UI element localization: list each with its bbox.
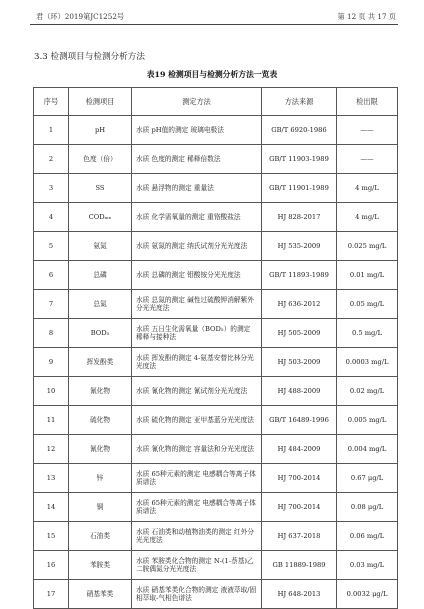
method-source: HJ 505-2009 [262,319,337,348]
method-source: HJ 503-2009 [262,348,337,377]
table-row [34,348,398,377]
table-row [34,551,398,580]
table-row [34,377,398,406]
detection-limit: 0.0032 μg/L [337,580,398,609]
method-source: HJ 488-2009 [262,377,337,406]
table-row [34,174,398,203]
detection-limit: —— [337,145,398,174]
test-method: 水质 化学需氧量的测定 重铬酸盐法 [132,203,262,232]
test-item: 硫化物 [69,406,132,435]
table-row [34,522,398,551]
methods-table [33,87,398,609]
table-row [34,493,398,522]
report-number: 君（环）2019第JC1252号 [36,12,125,21]
method-source: HJ 700-2014 [262,493,337,522]
table-header-row [34,88,398,116]
test-method: 水质 总磷的测定 钼酸铵分光光度法 [132,261,262,290]
method-source: GB/T 11903-1989 [262,145,337,174]
table-row [34,290,398,319]
test-method: 水质 氨氮的测定 纳氏试剂分光光度法 [132,232,262,261]
table-row [34,435,398,464]
column-header: 检测项目 [69,88,132,116]
column-header: 检出限 [337,88,398,116]
row-number: 3 [34,174,69,203]
method-source: HJ 828-2017 [262,203,337,232]
table-row [34,261,398,290]
test-method: 水质 硫化物的测定 亚甲基蓝分光光度法 [132,406,262,435]
test-method: 水质 石油类和动植物油类的测定 红外分光光度法 [132,522,262,551]
detection-limit: 0.025 mg/L [337,232,398,261]
row-number: 13 [34,464,69,493]
test-item: 氰化物 [69,435,132,464]
test-method: 水质 苯胺类化合物的测定 N-(1-萘基)乙二胺偶氮分光光度法 [132,551,262,580]
test-method: 水质 五日生化需氧量（BOD₅）的测定 稀释与接种法 [132,319,262,348]
column-header: 序号 [34,88,69,116]
detection-limit: 0.67 μg/L [337,464,398,493]
row-number: 2 [34,145,69,174]
test-item: 总磷 [69,261,132,290]
method-source: HJ 636-2012 [262,290,337,319]
row-number: 12 [34,435,69,464]
test-method: 水质 悬浮物的测定 重量法 [132,174,262,203]
detection-limit: 0.005 mg/L [337,406,398,435]
test-item: 硝基苯类 [69,580,132,609]
test-item: 氰化物 [69,377,132,406]
table-row [34,319,398,348]
test-item: BOD₅ [69,319,132,348]
row-number: 17 [34,580,69,609]
detection-limit: 4 mg/L [337,203,398,232]
method-source: HJ 700-2014 [262,464,337,493]
test-method: 水质 硝基苯类化合物的测定 液液萃取/固相萃取-气相色谱法 [132,580,262,609]
detection-limit: 0.01 mg/L [337,261,398,290]
row-number: 14 [34,493,69,522]
table-row [34,464,398,493]
table-row [34,145,398,174]
test-method: 水质 氰化物的测定 容量法和分光光度法 [132,435,262,464]
column-header: 测定方法 [132,88,262,116]
test-item: 石油类 [69,522,132,551]
method-source: HJ 648-2013 [262,580,337,609]
row-number: 7 [34,290,69,319]
test-method: 水质 挥发酚的测定 4-氨基安替比林分光光度法 [132,348,262,377]
test-item: 铜 [69,493,132,522]
detection-limit: 0.5 mg/L [337,319,398,348]
test-method: 水质 pH值的测定 玻璃电极法 [132,116,262,145]
table-row [34,203,398,232]
method-source: GB 11889-1989 [262,551,337,580]
test-method: 水质 氰化物的测定 氰试剂分光光度法 [132,377,262,406]
header-divider [30,24,398,25]
row-number: 8 [34,319,69,348]
page-header [36,8,396,22]
test-item: 总氮 [69,290,132,319]
detection-limit: 0.08 μg/L [337,493,398,522]
method-source: HJ 484-2009 [262,435,337,464]
method-source: GB/T 11893-1989 [262,261,337,290]
row-number: 1 [34,116,69,145]
test-item: 锌 [69,464,132,493]
row-number: 4 [34,203,69,232]
row-number: 6 [34,261,69,290]
method-source: HJ 535-2009 [262,232,337,261]
method-source: GB/T 16489-1996 [262,406,337,435]
test-item: pH [69,116,132,145]
column-header: 方法来源 [262,88,337,116]
test-item: 氨氮 [69,232,132,261]
row-number: 10 [34,377,69,406]
row-number: 16 [34,551,69,580]
detection-limit: 0.004 mg/L [337,435,398,464]
row-number: 9 [34,348,69,377]
test-item: 苯胺类 [69,551,132,580]
table-row [34,406,398,435]
detection-limit: 0.02 mg/L [337,377,398,406]
detection-limit: 0.05 mg/L [337,290,398,319]
page-number: 第 12 页 共 17 页 [337,12,396,21]
test-item: 挥发酚类 [69,348,132,377]
test-method: 水质 色度的测定 稀释倍数法 [132,145,262,174]
test-item: SS [69,174,132,203]
row-number: 15 [34,522,69,551]
method-source: HJ 637-2018 [262,522,337,551]
detection-limit: 0.03 mg/L [337,551,398,580]
test-item: CODₘₑ [69,203,132,232]
detection-limit: —— [337,116,398,145]
test-method: 水质 65种元素的测定 电感耦合等离子体质谱法 [132,493,262,522]
row-number: 11 [34,406,69,435]
table-row [34,232,398,261]
row-number: 5 [34,232,69,261]
method-source: GB/T 11901-1989 [262,174,337,203]
method-source: GB/T 6920-1986 [262,116,337,145]
section-title: 3.3 检测项目与检测分析方法 [34,52,145,62]
detection-limit: 4 mg/L [337,174,398,203]
test-item: 色度（倍） [69,145,132,174]
table-row [34,116,398,145]
detection-limit: 0.06 mg/L [337,522,398,551]
test-method: 水质 总氮的测定 碱性过硫酸钾消解紫外分光光度法 [132,290,262,319]
detection-limit: 0.0003 mg/L [337,348,398,377]
test-method: 水质 65种元素的测定 电感耦合等离子体质谱法 [132,464,262,493]
table-row [34,580,398,609]
table-caption: 表19 检测项目与检测分析方法一览表 [146,70,278,79]
